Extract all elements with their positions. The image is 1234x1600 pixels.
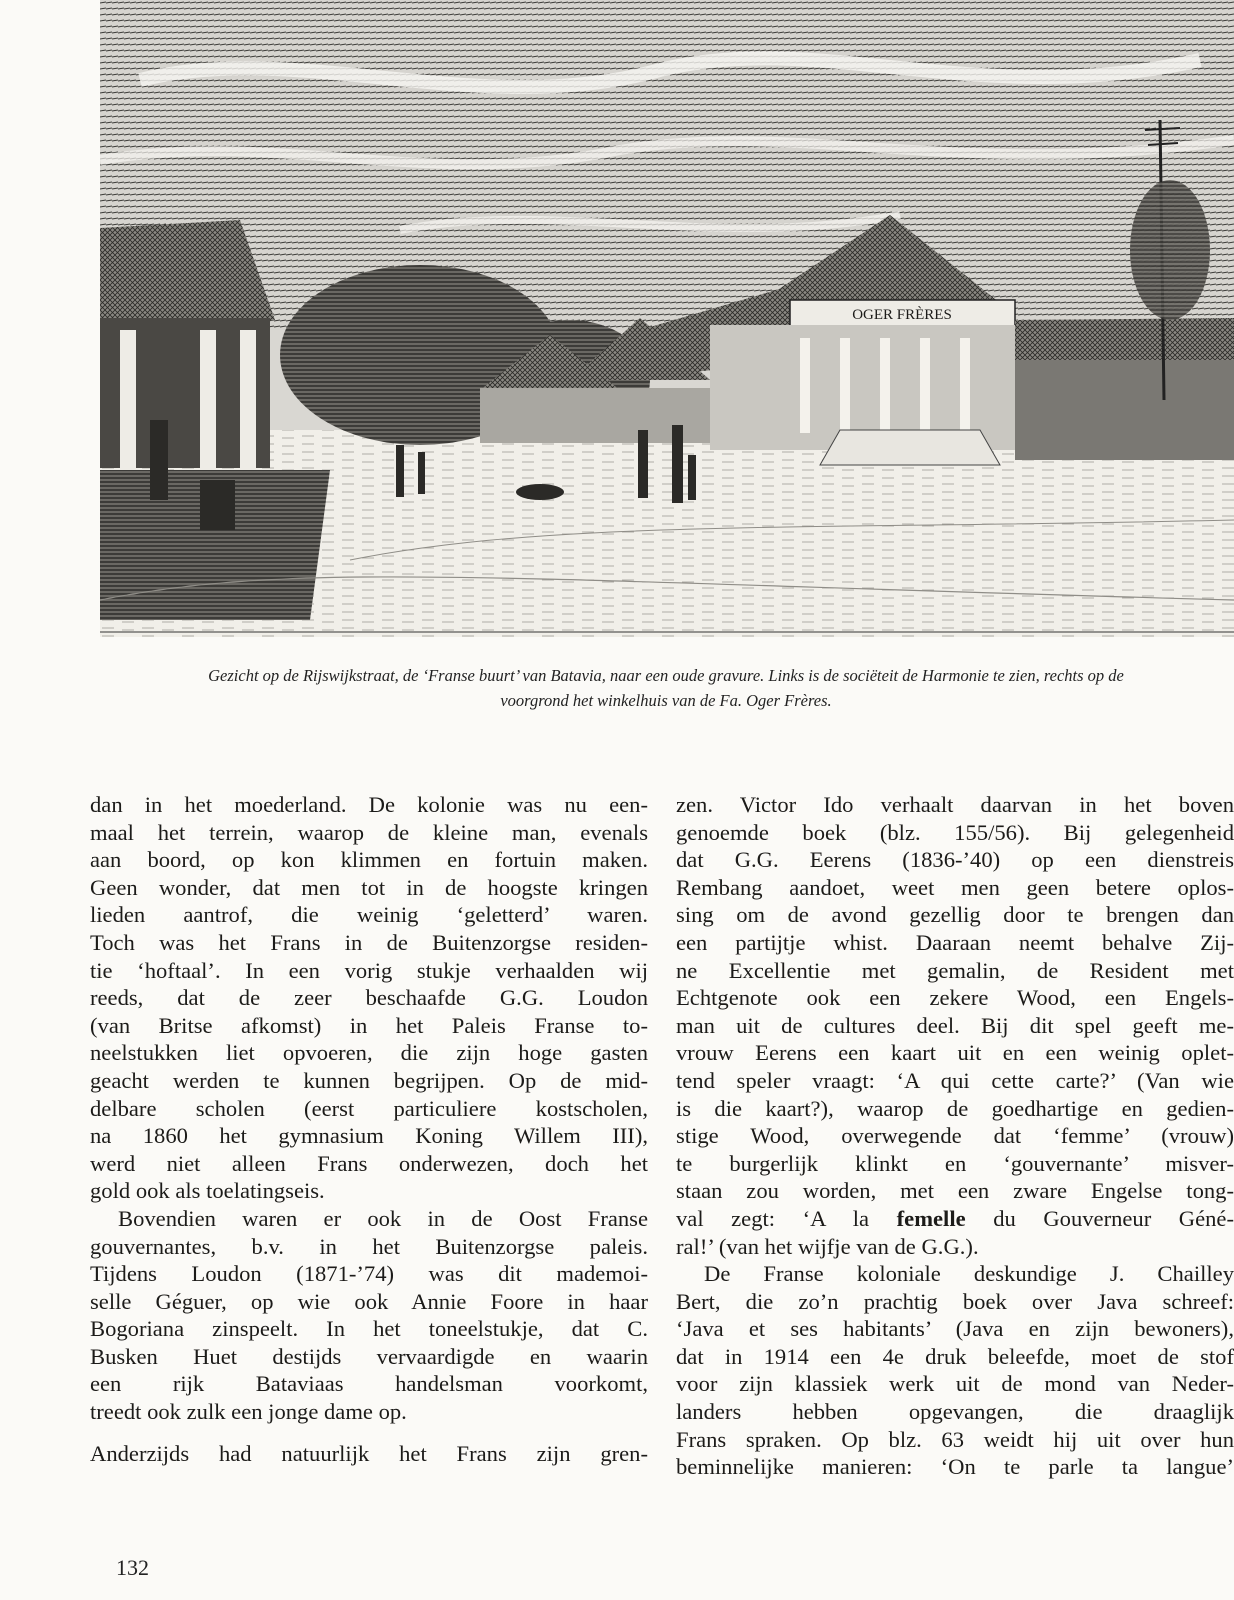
text-line: na 1860 het gymnasium Koning Willem III),	[90, 1123, 648, 1149]
text-line: te burgerlijk klinkt en ‘gouvernante’ misver-	[676, 1150, 1234, 1176]
caption-line-1: Gezicht op de Rijswijkstraat, de ‘Franse buurt’ van Batavia, naar een oude gravure. Links is de sociëteit de Harmonie te zien, rechts op de	[208, 666, 1124, 685]
engraving-illustration	[100, 0, 1234, 637]
text-line: delbare scholen (eerst particuliere kostscholen,	[90, 1095, 648, 1121]
text-line: ral!’ (van het wijfje van de G.G.).	[676, 1233, 979, 1259]
text-line-with-bold	[676, 1205, 1234, 1233]
figure-caption	[96, 663, 1234, 713]
text-line: tie ‘hoftaal’. In een vorig stukje verhaalden wij	[90, 957, 648, 983]
page-number: 132	[116, 1555, 149, 1580]
text-line: genoemde boek (blz. 155/56). Bij gelegenheid	[676, 819, 1234, 845]
text-line: treedt ook zulk een jonge dame op.	[90, 1399, 407, 1425]
text-line: een rijk Bataviaas handelsman voorkomt,	[90, 1371, 648, 1397]
text-line: zen. Victor Ido verhaalt daarvan in het boven	[676, 792, 1234, 817]
text-line: ‘Java et ses habitants’ (Java en zijn bewoners),	[676, 1316, 1234, 1342]
left-column	[90, 791, 648, 1467]
text-line: man uit de cultures deel. Bij dit spel geeft me-	[676, 1012, 1234, 1038]
text-line: Bert, die zo’n prachtig boek over Java schreef:	[676, 1288, 1234, 1314]
text-line: gouvernantes, b.v. in het Buitenzorgse paleis.	[90, 1233, 648, 1259]
caption-line-2: voorgrond het winkelhuis van de Fa. Oger Frères.	[500, 691, 832, 710]
text-segment: val zegt: ‘A la	[676, 1205, 870, 1231]
text-line: lieden aantrof, die weinig ‘geletterd’ waren.	[90, 902, 648, 928]
text-line: maal het terrein, waarop de kleine man, evenals	[90, 819, 648, 845]
storefront-sign: OGER FRÈRES	[852, 307, 952, 323]
text-line: staan zou worden, met een zware Engelse tong-	[676, 1178, 1234, 1204]
right-column	[676, 791, 1234, 1481]
text-line: dan in het moederland. De kolonie was nu een-	[90, 792, 648, 817]
street-scene-engraving	[100, 0, 1234, 637]
text-line: neelstukken liet opvoeren, die zijn hoge gasten	[90, 1040, 648, 1066]
text-line: dat G.G. Eerens (1836-’40) op een dienstreis	[676, 847, 1234, 873]
text-line: tend speler vraagt: ‘A qui cette carte?’ (Van wie	[676, 1067, 1234, 1093]
text-line: beminnelijke manieren: ‘On te parle ta langue’	[676, 1454, 1234, 1480]
text-line: is die kaart?), waarop de goedhartige en gedien-	[676, 1095, 1234, 1121]
text-line: voor zijn klassiek werk uit de mond van Neder-	[676, 1371, 1234, 1397]
text-line: landers hebben opgevangen, die draaglijk	[676, 1399, 1234, 1425]
text-line: Frans spraken. Op blz. 63 weidt hij uit over hun	[676, 1426, 1234, 1452]
text-line: selle Géguer, op wie ook Annie Foore in haar	[90, 1288, 648, 1314]
text-line: sing om de avond gezellig door te brengen dan	[676, 902, 1234, 928]
text-line: stige Wood, overwegende dat ‘femme’ (vrouw)	[676, 1123, 1234, 1149]
text-line: Rembang aandoet, weet men geen betere oplos-	[676, 874, 1234, 900]
text-line: (van Britse afkomst) in het Paleis Franse to-	[90, 1012, 648, 1038]
text-line: ne Excellentie met gemalin, de Resident met	[676, 957, 1234, 983]
text-line: vrouw Eerens een kaart uit en een weinig oplet-	[676, 1040, 1234, 1066]
text-line: Bovendien waren er ook in de Oost Franse	[118, 1205, 648, 1231]
text-line: dat in 1914 een 4e druk beleefde, moet de stof	[676, 1343, 1234, 1369]
text-line: Anderzijds had natuurlijk het Frans zijn gren-	[90, 1440, 648, 1466]
text-line: een partijtje whist. Daaraan neemt behalve Zij-	[676, 929, 1234, 955]
text-line: Echtgenote ook een zekere Wood, een Engels-	[676, 985, 1234, 1011]
text-line: De Franse koloniale deskundige J. Chailley	[704, 1261, 1234, 1287]
text-line: Busken Huet destijds vervaardigde en waarin	[90, 1343, 648, 1369]
text-line: Toch was het Frans in de Buitenzorgse residen-	[90, 929, 648, 955]
text-line: reeds, dat de zeer beschaafde G.G. Loudon	[90, 985, 648, 1011]
text-line: geacht werden te kunnen begrijpen. Op de mid-	[90, 1067, 648, 1093]
text-segment: du Gouverneur Géné-	[993, 1205, 1234, 1231]
text-line: aan boord, op kon klimmen en fortuin maken.	[90, 847, 648, 873]
bold-word: femelle	[896, 1205, 966, 1231]
text-line: Bogoriana zinspeelt. In het toneelstukje, dat C.	[90, 1316, 648, 1342]
text-line: Tijdens Loudon (1871-’74) was dit mademoi-	[90, 1261, 648, 1287]
text-line: Geen wonder, dat men tot in de hoogste kringen	[90, 874, 648, 900]
text-line: werd niet alleen Frans onderwezen, doch het	[90, 1150, 648, 1176]
text-line: gold ook als toelatingseis.	[90, 1178, 325, 1204]
